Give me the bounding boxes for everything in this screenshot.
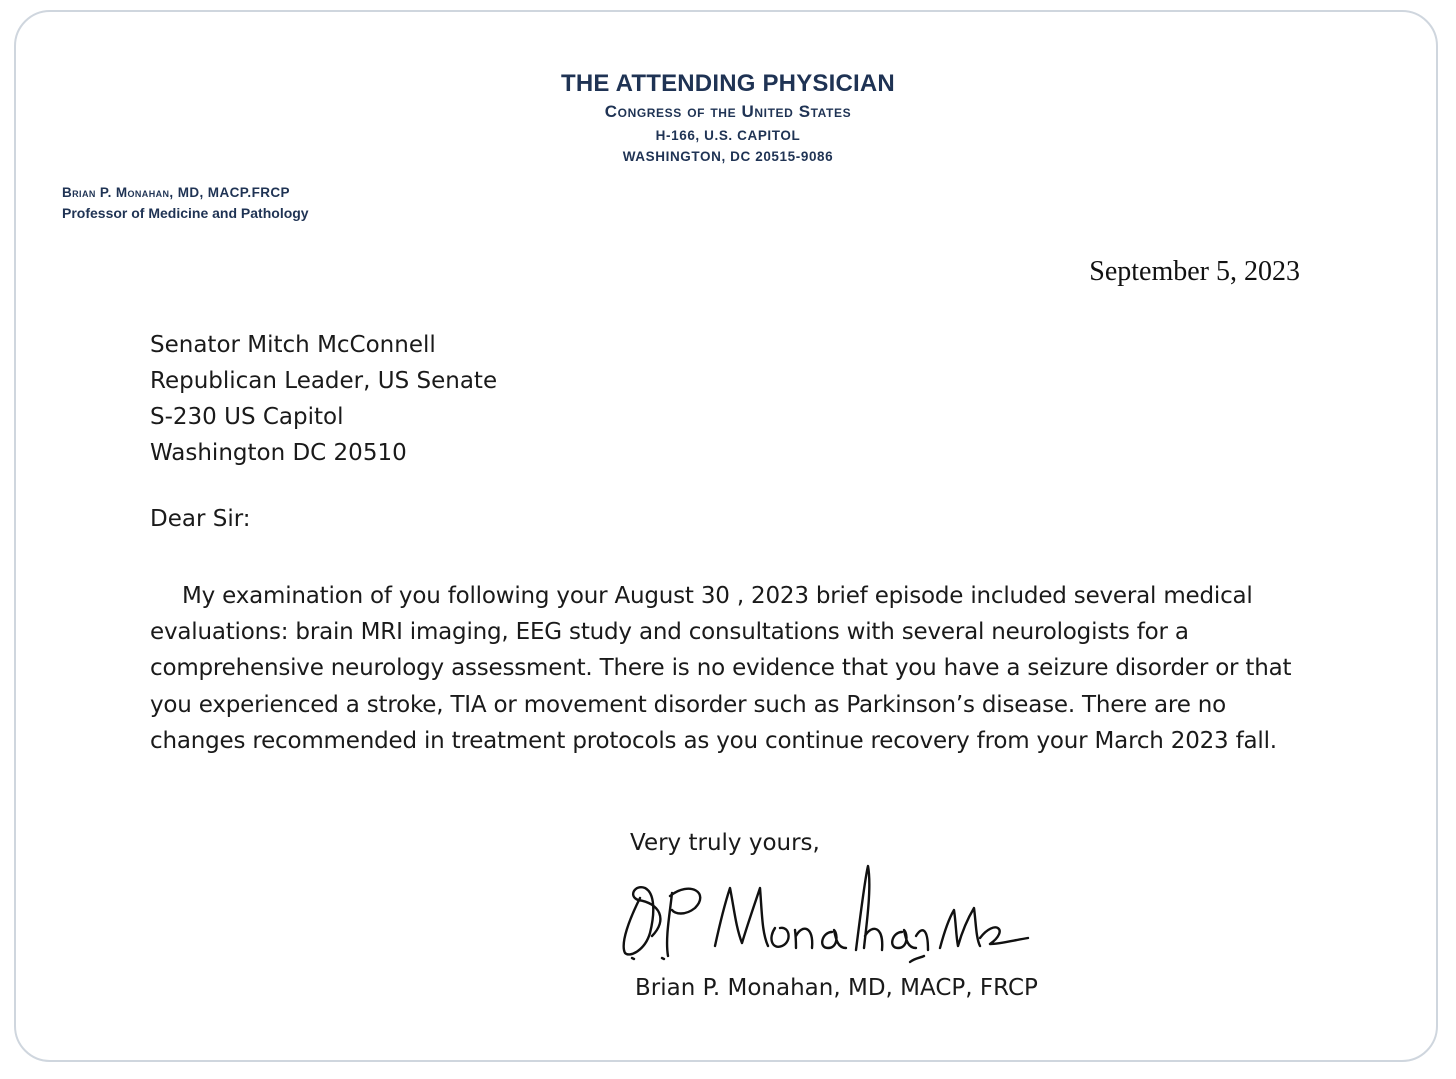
- salutation: Dear Sir:: [150, 506, 251, 532]
- recipient-line: Republican Leader, US Senate: [150, 368, 498, 394]
- physician-title: Professor of Medicine and Pathology: [62, 205, 309, 221]
- recipient-line: S-230 US Capitol: [150, 404, 344, 430]
- recipient-address: [150, 327, 497, 471]
- letter-date: September 5, 2023: [1089, 256, 1300, 287]
- physician-block: [62, 182, 309, 224]
- recipient-line: Senator Mitch McConnell: [150, 332, 436, 358]
- signer-name: Brian P. Monahan, MD, MACP, FRCP: [635, 975, 1038, 1001]
- physician-name: Brian P. Monahan, MD, MACP.FRCP: [62, 185, 290, 200]
- letterhead-title: THE ATTENDING PHYSICIAN: [561, 70, 895, 97]
- closing: Very truly yours,: [630, 830, 820, 856]
- handwritten-signature: [610, 858, 1030, 976]
- recipient-line: Washington DC 20510: [150, 440, 407, 466]
- letterhead-address-line2: WASHINGTON, DC 20515-9086: [622, 149, 834, 164]
- letter-body: My examination of you following your August 30 , 2023 brief episode included several medical evaluations: brain MRI imaging, EEG study and consultations with several neurologists for a comprehensive neurology assessment. There is no evidence that you have a seizure disorder or that you experienced a stroke, TIA or movement disorder such as Parkinson’s disease. There are no changes recommended in treatment protocols as you continue recovery from your March 2023 fall.: [150, 583, 1292, 754]
- letterhead-address-line1: H-166, U.S. CAPITOL: [655, 128, 801, 143]
- letterhead-subtitle: Congress of the United States: [604, 102, 852, 121]
